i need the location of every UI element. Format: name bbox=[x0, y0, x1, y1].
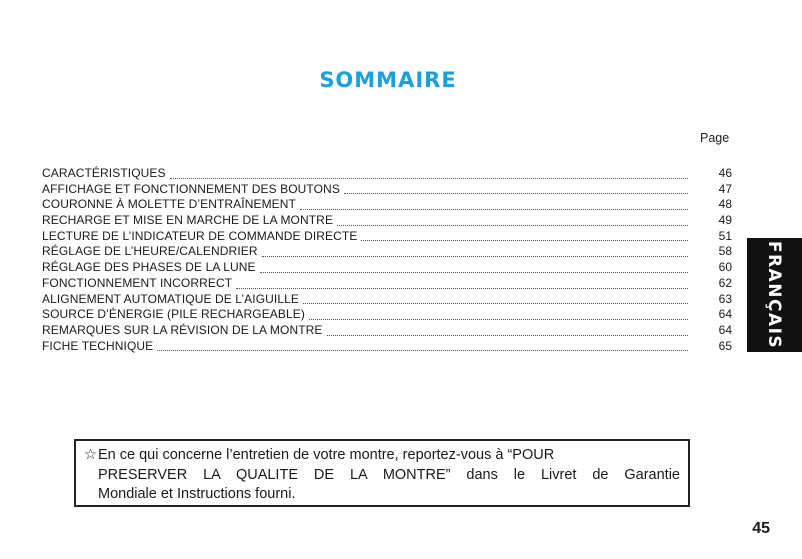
toc-entry-label: COURONNE À MOLETTE D’ENTRAÎNEMENT bbox=[42, 197, 296, 212]
dot-leader bbox=[327, 325, 688, 336]
dot-leader bbox=[170, 168, 688, 179]
toc-entry-page: 48 bbox=[718, 197, 732, 212]
toc-entry-label: RÉGLAGE DE L’HEURE/CALENDRIER bbox=[42, 244, 258, 259]
star-outline-icon: ☆ bbox=[84, 447, 97, 463]
toc-entry-label: REMARQUES SUR LA RÉVISION DE LA MONTRE bbox=[42, 322, 323, 337]
toc-entry-label: CARACTÉRISTIQUES bbox=[42, 166, 166, 180]
toc-entry-page: 46 bbox=[718, 166, 732, 180]
dot-leader bbox=[260, 262, 688, 273]
language-tab bbox=[747, 238, 802, 352]
toc-entry[interactable] bbox=[42, 182, 732, 198]
toc-entry-page: 62 bbox=[718, 275, 732, 290]
toc-entry[interactable] bbox=[42, 292, 732, 308]
page-column-label: Page bbox=[700, 131, 730, 145]
toc-entry-page: 60 bbox=[718, 260, 732, 275]
toc-entry[interactable] bbox=[42, 197, 732, 213]
toc-entry-label: FICHE TECHNIQUE bbox=[42, 338, 154, 353]
page-title: SOMMAIRE bbox=[319, 68, 457, 92]
toc-entry-page: 64 bbox=[718, 307, 732, 322]
note-line-1 bbox=[84, 446, 680, 466]
toc-entry[interactable] bbox=[42, 229, 732, 245]
dot-leader bbox=[303, 293, 688, 304]
toc-entry-page: 63 bbox=[718, 291, 732, 306]
toc-entry-label: FONCTIONNEMENT INCORRECT bbox=[42, 275, 233, 290]
toc-entry-label: RECHARGE ET MISE EN MARCHE DE LA MONTRE bbox=[42, 213, 334, 228]
page-number: 45 bbox=[752, 520, 770, 537]
toc-entry-label: AFFICHAGE ET FONCTIONNEMENT DES BOUTONS bbox=[42, 181, 340, 196]
toc-entry-label: SOURCE D’ÉNERGIE (PILE RECHARGEABLE) bbox=[42, 307, 305, 322]
toc-entry-page: 64 bbox=[718, 322, 732, 337]
toc-entry[interactable] bbox=[42, 260, 732, 276]
language-tab-label: FRANÇAIS bbox=[764, 240, 785, 350]
toc-entry-page: 47 bbox=[718, 181, 732, 196]
dot-leader bbox=[337, 215, 688, 226]
dot-leader bbox=[344, 183, 688, 194]
table-of-contents bbox=[42, 166, 732, 354]
maintenance-note bbox=[74, 439, 690, 507]
toc-entry[interactable] bbox=[42, 166, 732, 182]
dot-leader bbox=[157, 340, 688, 351]
toc-entry[interactable] bbox=[42, 213, 732, 229]
toc-entry-page: 49 bbox=[718, 213, 732, 228]
dot-leader bbox=[300, 199, 688, 210]
toc-entry-label: RÉGLAGE DES PHASES DE LA LUNE bbox=[42, 260, 256, 275]
toc-entry[interactable] bbox=[42, 323, 732, 339]
toc-entry-page: 65 bbox=[718, 338, 732, 353]
toc-entry[interactable] bbox=[42, 307, 732, 323]
note-text-1: En ce qui concerne l’entretien de votre montre, reportez-vous à “POUR bbox=[98, 447, 555, 463]
toc-entry-label: ALIGNEMENT AUTOMATIQUE DE L’AIGUILLE bbox=[42, 291, 300, 306]
toc-entry[interactable] bbox=[42, 244, 732, 260]
toc-entry-label: LECTURE DE L’INDICATEUR DE COMMANDE DIRECTE bbox=[42, 228, 358, 243]
dot-leader bbox=[262, 246, 688, 257]
toc-entry[interactable] bbox=[42, 339, 732, 355]
toc-entry[interactable] bbox=[42, 276, 732, 292]
dot-leader bbox=[361, 230, 688, 241]
note-line-2: PRESERVER LA QUALITE DE LA MONTRE” dans le Livret de Garantie bbox=[98, 466, 680, 483]
toc-entry-page: 58 bbox=[718, 244, 732, 259]
dot-leader bbox=[309, 309, 688, 320]
dot-leader bbox=[236, 278, 688, 289]
toc-entry-page: 51 bbox=[718, 228, 732, 243]
note-line-3: Mondiale et Instructions fourni. bbox=[98, 486, 296, 502]
